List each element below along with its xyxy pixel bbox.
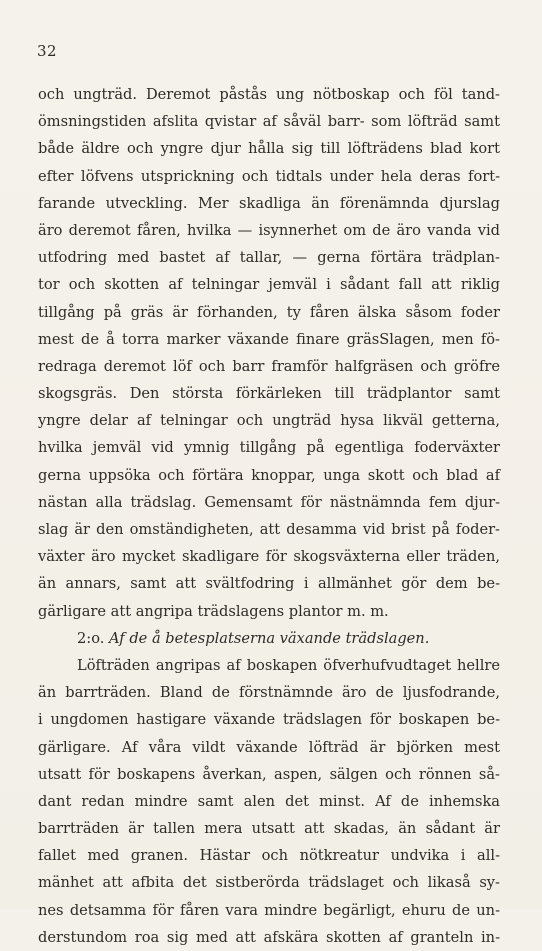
page-number: 32 (37, 42, 58, 60)
text-line: gerna uppsöka och förtära knoppar, unga skott och blad af (38, 466, 500, 484)
text-line: växter äro mycket skadligare för skogsväxterna eller träden, (38, 548, 500, 566)
text-line: mänhet att afbita det sistberörda trädslaget och likaså sy- (38, 874, 500, 892)
text-line: farande utveckling. Mer skadliga än förenämnda djurslag (38, 194, 500, 212)
text-line: både äldre och yngre djur hålla sig till löfträdens blad kort (38, 140, 500, 158)
text-line: derstundom roa sig med att afskära skotten af granteln in- (38, 928, 500, 946)
body-text (38, 81, 500, 951)
text-line: än barrträden. Bland de förstnämnde äro de ljusfodrande, (38, 684, 500, 702)
text-line: efter löfvens utsprickning och tidtals under hela deras fort- (38, 167, 500, 185)
text-line: nes detsamma för fåren vara mindre begärligt, ehuru de un- (38, 901, 500, 919)
text-line: ömsningstiden afslita qvistar af såväl barr- som löfträd samt (38, 113, 500, 131)
section-title: Af de å betesplatserna växande trädslagen. (109, 629, 430, 647)
text-line: utsatt för boskapens åverkan, aspen, sälgen och rönnen så- (38, 765, 500, 783)
text-line: gärligare att angripa trädslagens plantor m. m. (38, 602, 389, 620)
text-line: dant redan mindre samt alen det minst. Af de inhemska (38, 792, 500, 810)
text-line: och ungträd. Deremot påstås ung nötboskap och föl tand- (38, 86, 500, 103)
section-number: 2:o. (77, 629, 105, 647)
text-line: redraga deremot löf och barr framför halfgräsen och gröfre (38, 357, 500, 375)
text-line: äro deremot fåren, hvilka — isynnerhet om de äro vanda vid (38, 221, 500, 239)
text-line: gärligare. Af våra vildt växande löfträd är björken mest (38, 738, 500, 756)
text-line: nästan alla trädslag. Gemensamt för nästnämnda fem djur- (38, 493, 500, 511)
text-line: tillgång på gräs är förhanden, ty fåren älska såsom foder (38, 303, 500, 321)
text-line: utfodring med bastet af tallar, — gerna förtära trädplan- (38, 249, 500, 267)
text-line: slag är den omständigheten, att desamma vid brist på foder- (38, 521, 500, 538)
text-line: Löfträden angripas af boskapen öfverhufvudtaget hellre (77, 656, 500, 674)
text-line: i ungdomen hastigare växande trädslagen för boskapen be- (38, 711, 500, 729)
text-line: fallet med granen. Hästar och nötkreatur undvika i all- (38, 847, 500, 865)
text-line: tor och skotten af telningar jemväl i sådant fall att riklig (38, 276, 500, 294)
text-line: barrträden är tallen mera utsatt att skadas, än sådant är (38, 820, 500, 838)
text-line: hvilka jemväl vid ymnig tillgång på egentliga foderväxter (38, 439, 500, 457)
section-heading (38, 625, 500, 652)
text-line: än annars, samt att svältfodring i allmänhet gör dem be- (38, 575, 500, 593)
text-line: skogsgräs. Den största förkärleken till trädplantor samt (38, 385, 500, 403)
text-line: yngre delar af telningar och ungträd hysa likväl getterna, (38, 412, 500, 430)
text-line: mest de å torra marker växande finare gräsSlagen, men fö- (38, 330, 500, 348)
